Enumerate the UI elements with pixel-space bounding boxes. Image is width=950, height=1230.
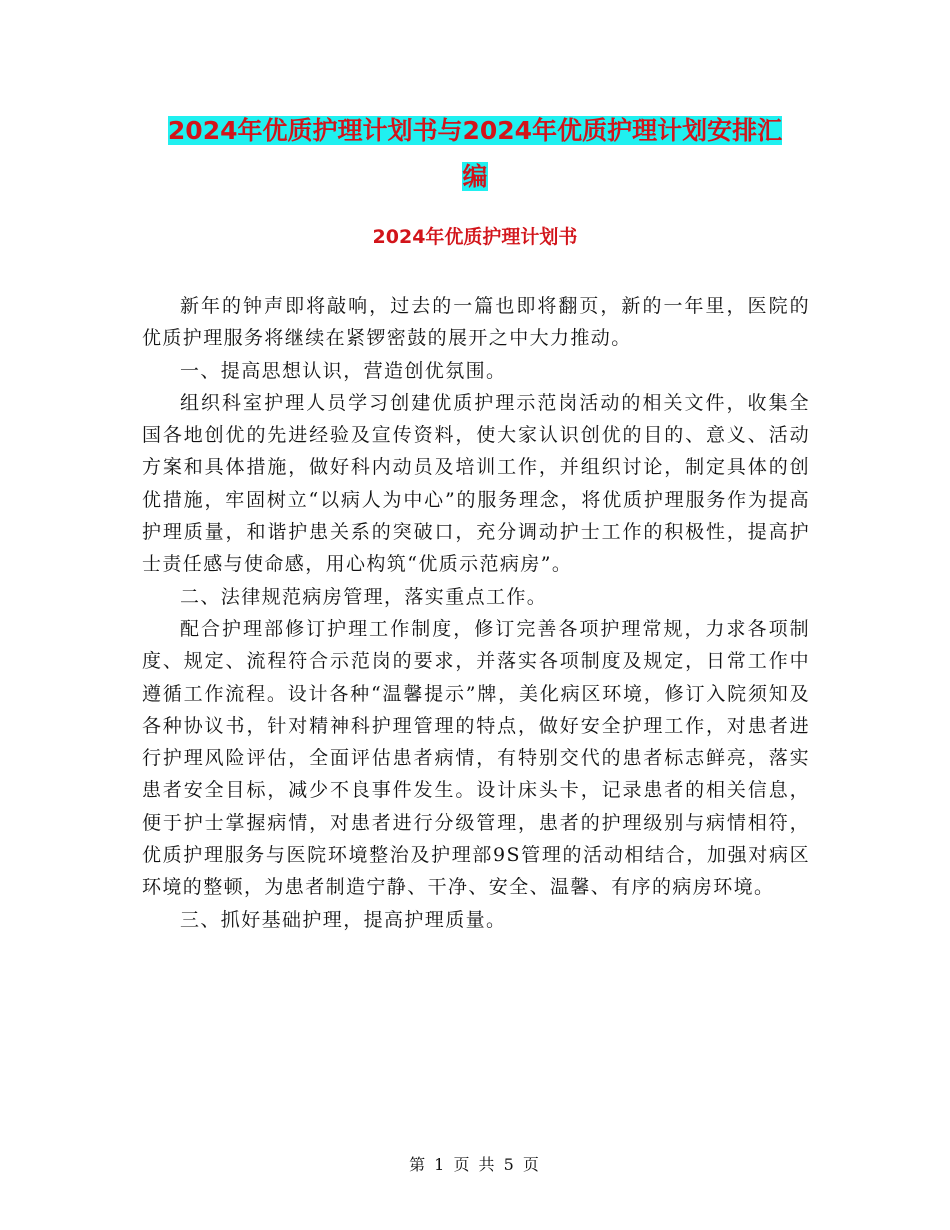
document-title-line-1: 2024年优质护理计划书与2024年优质护理计划安排汇 bbox=[167, 116, 783, 145]
paragraph-2: 配合护理部修订护理工作制度，修订完善各项护理常规，力求各项制度、规定、流程符合示范岗的要求，并落实各项制度及规定，日常工作中遵循工作流程。设计各种“温馨提示”牌，美化病区环境，修订入院须知及各种协议书，针对精神科护理管理的特点，做好安全护理工作，对患者进行护理风险评估，全面评估患者病情，有特别交代的患者标志鲜亮，落实患者安全目标，减少不良事件发生。设计床头卡，记录患者的相关信息，便于护士掌握病情，对患者进行分级管理，患者的护理级别与病情相符，优质护理服务与医院环境整治及护理部9S管理的活动相结合，加强对病区环境的整顿，为患者制造宁静、干净、安全、温馨、有序的病房环境。 bbox=[142, 617, 810, 899]
heading-2: 二、法律规范病房管理，落实重点工作。 bbox=[180, 585, 548, 608]
heading-1: 一、提高思想认识，营造创优氛围。 bbox=[180, 359, 507, 382]
section-title: 2024年优质护理计划书 bbox=[372, 226, 578, 248]
page-footer: 第 1 页 共 5 页 bbox=[409, 1155, 541, 1174]
document-title-line-2: 编 bbox=[462, 162, 488, 191]
paragraph-intro: 新年的钟声即将敲响，过去的一篇也即将翻页，新的一年里，医院的优质护理服务将继续在紧锣密鼓的展开之中大力推动。 bbox=[142, 295, 810, 350]
document-title bbox=[140, 108, 810, 200]
heading-3: 三、抓好基础护理，提高护理质量。 bbox=[180, 908, 507, 931]
paragraph-1: 组织科室护理人员学习创建优质护理示范岗活动的相关文件，收集全国各地创优的先进经验及宣传资料，使大家认识创优的目的、意义、活动方案和具体措施，做好科内动员及培训工作，并组织讨论，制定具体的创优措施，牢固树立“以病人为中心”的服务理念，将优质护理服务作为提高护理质量，和谐护患关系的突破口，充分调动护士工作的积极性，提高护士责任感与使命感，用心构筑“优质示范病房”。 bbox=[142, 391, 810, 576]
document-body bbox=[142, 290, 810, 936]
